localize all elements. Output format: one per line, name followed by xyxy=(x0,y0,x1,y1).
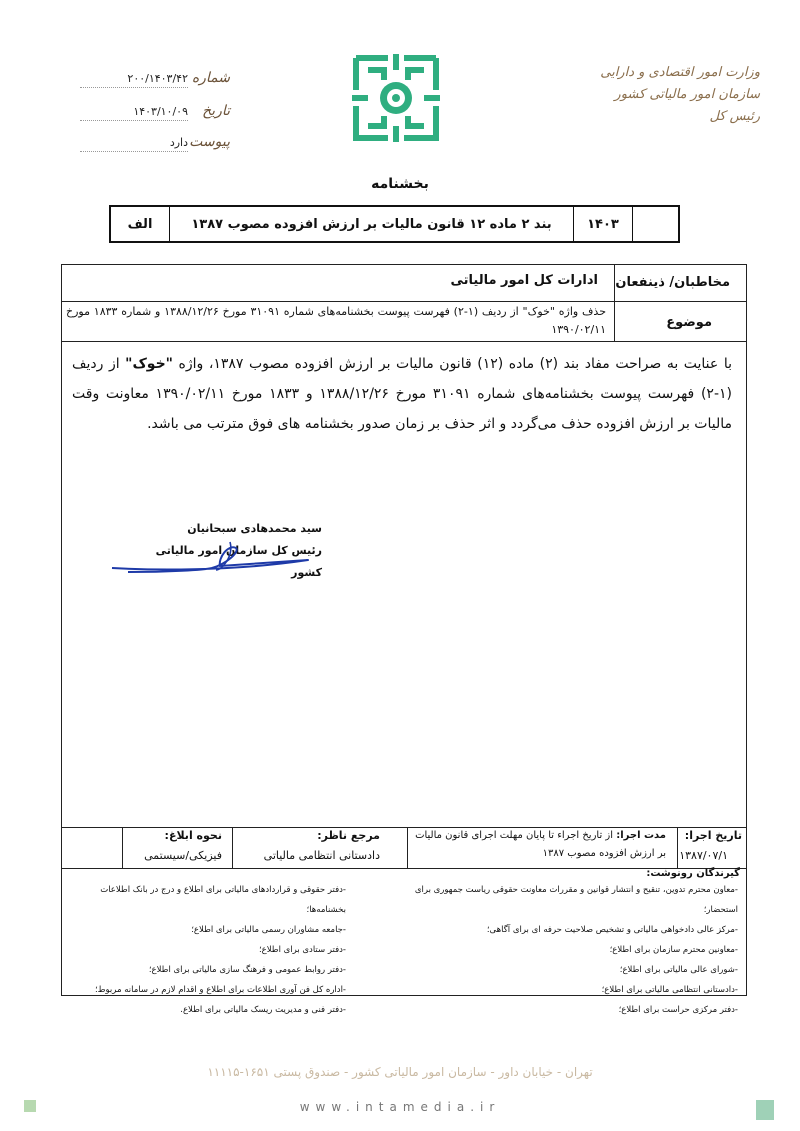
corner-marker xyxy=(24,1100,36,1112)
body-text-bold: "خوک" xyxy=(125,356,173,372)
org-line-ministry: وزارت امور اقتصادی و دارایی xyxy=(600,65,760,80)
copy-recipient: -دفتر حقوقی و قراردادهای مالیاتی برای اطلاع و درج در بانک اطلاعات بخشنامه‌ها؛ xyxy=(100,885,346,915)
letter-date-value: ۱۴۰۳/۱۰/۰۹ xyxy=(133,105,188,118)
circular-class-cell: الف xyxy=(110,206,170,242)
footer-website-link[interactable]: www.intamedia.ir xyxy=(299,1100,501,1114)
copy-recipient: -جامعه مشاوران رسمی مالیاتی برای اطلاع؛ xyxy=(191,925,346,935)
body-text-start: با عنایت به صراحت مفاد بند (۲) ماده (۱۲) قانون مالیات بر ارزش افزوده مصوب ۱۳۸۷، واژه xyxy=(172,356,732,372)
divider xyxy=(122,827,123,868)
signatory-title: رئیس کل سازمان امور مالیاتی کشور xyxy=(155,544,322,579)
organization-header xyxy=(570,62,760,128)
footer-address: تهران - خیابان داور - سازمان امور مالیاتی کشور - صندوق پستی ۱۶۵۱-۱۱۱۱۵ xyxy=(207,1065,593,1079)
dotted-rule xyxy=(80,151,188,152)
exec-date-value: ۱۳۸۷/۰۷/۱ xyxy=(679,849,728,862)
duration-block xyxy=(410,827,666,863)
letter-date-row xyxy=(80,103,230,123)
org-line-organization: سازمان امور مالیاتی کشور xyxy=(614,87,760,102)
page-title: بخشنامه xyxy=(371,176,429,192)
emblem-logo xyxy=(348,50,444,146)
duration-label: مدت اجرا: xyxy=(616,830,666,841)
letter-number-value: ۲۰۰/۱۴۰۳/۴۲ xyxy=(127,72,188,85)
circular-header-box xyxy=(109,205,680,243)
letter-date-label: تاریخ xyxy=(202,103,230,119)
copy-recipient: -دفتر فنی و مدیریت ریسک مالیاتی برای اطلاع. xyxy=(180,1005,346,1015)
attachment-value: دارد xyxy=(169,136,188,149)
notify-method-value: فیزیکی/سیستمی xyxy=(144,849,222,862)
divider xyxy=(232,827,233,868)
attachment-row xyxy=(80,134,230,154)
dotted-rule xyxy=(80,87,188,88)
exec-date-label: تاریخ اجرا: xyxy=(684,829,742,842)
signatory-name: سید محمدهادی سبحانیان xyxy=(187,522,322,535)
copy-recipient: -دادستانی انتظامی مالیاتی برای اطلاع؛ xyxy=(601,985,738,995)
circular-subject-cell: بند ۲ ماده ۱۲ قانون مالیات بر ارزش افزوده مصوب ۱۳۸۷ xyxy=(170,206,574,242)
duration-value: از تاریخ اجراء تا پایان مهلت اجرای قانون مالیات بر ارزش افزوده مصوب ۱۳۸۷ xyxy=(415,830,666,859)
copy-recipient: -اداره کل فن آوری اطلاعات برای اطلاع و اقدام لازم در سامانه مربوط؛ xyxy=(94,985,346,995)
addressees-value: ادارات کل امور مالیاتی xyxy=(450,273,598,288)
body-text-end: از ردیف (۱-۲) فهرست پیوست بخشنامه‌های شماره ۳۱۰۹۱ مورخ ۱۳۸۸/۱۲/۲۶ و ۱۸۳۳ مورخ ۱۳۹۰/۰۲/۱۱ معاونت وقت مالیات بر ارزش افزوده حذف می‌گردد و اثر حذف بر زمان صدور بخشنامه های فوق مترتب می باشد. xyxy=(72,356,732,432)
letter-number-label: شماره xyxy=(191,70,230,86)
divider xyxy=(677,827,678,868)
subject-value: حذف واژه "خوک" از ردیف (۱-۲) فهرست پیوست بخشنامه‌های شماره ۳۱۰۹۱ مورخ ۱۳۸۸/۱۲/۲۶ و شماره ۱۸۳۳ مورخ ۱۳۹۰/۰۲/۱۱ xyxy=(66,305,606,336)
addressees-label: مخاطبان/ ذینفعان xyxy=(615,275,730,290)
divider xyxy=(62,341,746,342)
copy-recipient: -شورای عالی مالیاتی برای اطلاع؛ xyxy=(619,965,738,975)
copy-recipient: -معاونین محترم سازمان برای اطلاع؛ xyxy=(609,945,738,955)
overseer-value: دادستانی انتظامی مالیاتی xyxy=(263,849,380,862)
copy-recipient: -مرکز عالی دادخواهی مالیاتی و تشخیص صلاحیت حرفه ای برای آگاهی؛ xyxy=(486,925,738,935)
attachment-label: پیوست xyxy=(189,134,230,150)
divider xyxy=(62,868,746,869)
copy-recipient: -معاون محترم تدوین، تنقیح و انتشار قوانین و مقررات معاونت حقوقی ریاست جمهوری برای استحضار؛ xyxy=(414,885,738,915)
circular-year-cell: ۱۴۰۳ xyxy=(574,206,633,242)
copy-recipient: -دفتر مرکزی حراست برای اطلاع؛ xyxy=(618,1005,738,1015)
copy-recipient: -دفتر ستادی برای اطلاع؛ xyxy=(258,945,346,955)
org-line-head: رئیس کل xyxy=(709,109,760,124)
notify-method-label: نحوه ابلاغ: xyxy=(164,829,222,842)
copies-list-right xyxy=(408,880,738,1020)
letter-number-row xyxy=(80,70,230,90)
copies-list-left xyxy=(70,880,346,1020)
divider xyxy=(62,301,746,302)
circular-number-cell xyxy=(633,206,680,242)
divider xyxy=(407,827,408,868)
overseer-label: مرجع ناظر: xyxy=(317,829,380,842)
dotted-rule xyxy=(80,120,188,121)
copy-recipient: -دفتر روابط عمومی و فرهنگ سازی مالیاتی برای اطلاع؛ xyxy=(148,965,346,975)
copies-label: گیرندگان رونوشت: xyxy=(646,868,740,879)
circular-body xyxy=(72,349,732,439)
handwritten-signature xyxy=(108,530,338,580)
subject-label: موضوع xyxy=(666,315,712,330)
corner-marker xyxy=(756,1100,774,1120)
